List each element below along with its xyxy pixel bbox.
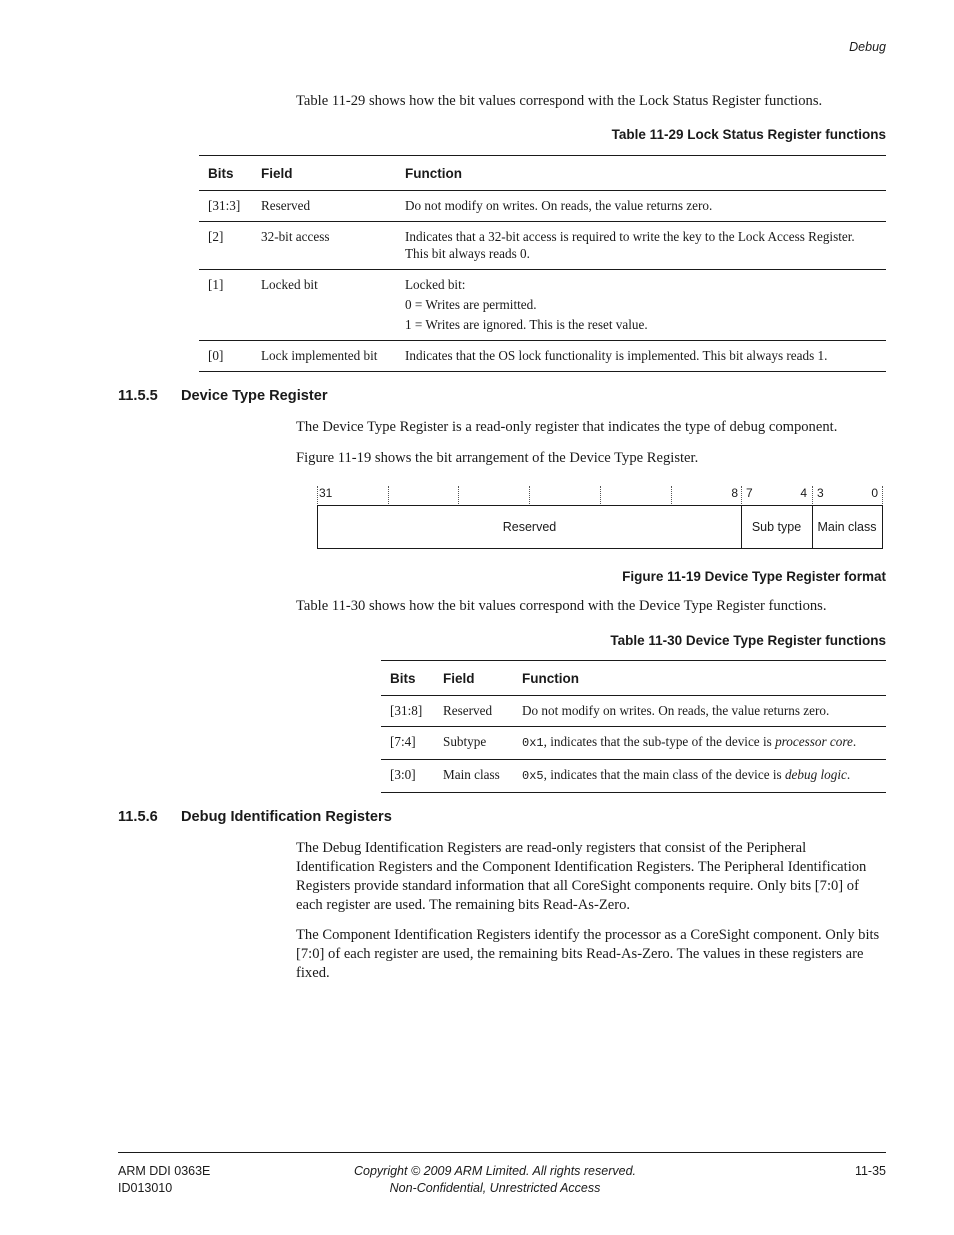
cell-function xyxy=(396,270,886,341)
footer-center xyxy=(300,1163,690,1197)
cell-field: Lock implemented bit xyxy=(252,341,396,372)
bit-tick xyxy=(882,486,883,504)
table-30-caption: Table 11-30 Device Type Register functions xyxy=(610,633,886,648)
bit-tick xyxy=(317,486,318,504)
cell-field: Locked bit xyxy=(252,270,396,341)
cell-function xyxy=(396,222,886,270)
cell-bits: [7:4] xyxy=(381,727,434,760)
function-line: Do not modify on writes. On reads, the value returns zero. xyxy=(405,198,713,213)
bit-tick xyxy=(671,486,672,504)
table-header-row xyxy=(199,156,886,191)
field-sub-type: Sub type xyxy=(741,505,813,549)
function-text: , indicates that the main class of the device is xyxy=(543,767,785,782)
doc-id: ARM DDI 0363E xyxy=(118,1164,211,1178)
function-text-end: . xyxy=(846,767,851,782)
column-header-function: Function xyxy=(513,661,886,696)
table-row xyxy=(381,696,886,727)
column-header-bits: Bits xyxy=(381,661,434,696)
function-emphasis: processor core xyxy=(775,734,853,749)
page-number: 11-35 xyxy=(854,1164,886,1178)
bit-label-31: 31 xyxy=(319,486,333,500)
section-title: Debug Identification Registers xyxy=(181,809,392,825)
bit-label-8: 8 xyxy=(731,486,738,500)
footer-rule xyxy=(118,1152,886,1153)
access-notice: Non-Confidential, Unrestricted Access xyxy=(389,1181,601,1195)
footer-left xyxy=(118,1163,210,1197)
bit-tick xyxy=(458,486,459,504)
cell-field: Reserved xyxy=(434,696,513,727)
table-row xyxy=(381,760,886,793)
device-type-description: The Device Type Register is a read-only register that indicates the type of debug component. xyxy=(296,419,838,435)
bit-label-3: 3 xyxy=(817,486,824,500)
figure-19-intro: Figure 11-19 shows the bit arrangement of the Device Type Register. xyxy=(296,450,699,466)
table-row xyxy=(199,270,886,341)
cell-field: 32-bit access xyxy=(252,222,396,270)
device-type-register-diagram xyxy=(317,486,883,550)
column-header-field: Field xyxy=(434,661,513,696)
bit-label-0: 0 xyxy=(871,486,878,500)
cell-bits: [3:0] xyxy=(381,760,434,793)
cell-bits: [31:3] xyxy=(199,191,252,222)
release-id: ID013010 xyxy=(118,1181,173,1195)
table-29-intro: Table 11-29 shows how the bit values correspond with the Lock Status Register functions. xyxy=(296,93,823,109)
table-row xyxy=(199,222,886,270)
bit-tick xyxy=(388,486,389,504)
section-title: Device Type Register xyxy=(181,388,328,404)
cell-function xyxy=(396,191,886,222)
section-number: 11.5.6 xyxy=(118,809,158,825)
cell-field: Reserved xyxy=(252,191,396,222)
code-value: 0x5 xyxy=(522,769,544,783)
device-type-table xyxy=(381,660,886,793)
section-heading-11-5-5 xyxy=(118,388,328,404)
figure-19-caption: Figure 11-19 Device Type Register format xyxy=(622,569,886,584)
table-row xyxy=(381,727,886,760)
section-number: 11.5.5 xyxy=(118,388,158,404)
table-row xyxy=(199,191,886,222)
bit-tick xyxy=(600,486,601,504)
section-heading-11-5-6 xyxy=(118,809,392,825)
cell-field: Main class xyxy=(434,760,513,793)
bit-label-4: 4 xyxy=(800,486,807,500)
cell-function xyxy=(513,727,886,760)
field-main-class: Main class xyxy=(812,505,883,549)
lock-status-table xyxy=(199,155,886,372)
cell-field: Subtype xyxy=(434,727,513,760)
bit-tick xyxy=(529,486,530,504)
function-emphasis: debug logic xyxy=(784,767,847,782)
code-value: 0x1 xyxy=(522,736,544,750)
function-line: Indicates that a 32-bit access is required to write the key to the Lock Access Register. This bit always reads 0. xyxy=(405,229,855,261)
field-reserved: Reserved xyxy=(317,505,742,549)
cell-bits: [1] xyxy=(199,270,252,341)
running-header: Debug xyxy=(849,40,886,54)
table-29-caption: Table 11-29 Lock Status Register functions xyxy=(611,127,886,142)
column-header-bits: Bits xyxy=(199,156,252,191)
function-line: Locked bit: xyxy=(405,277,466,292)
bit-tick xyxy=(812,486,813,504)
cell-function: Do not modify on writes. On reads, the value returns zero. xyxy=(513,696,886,727)
column-header-field: Field xyxy=(252,156,396,191)
function-line: Indicates that the OS lock functionality is implemented. This bit always reads 1. xyxy=(405,348,828,363)
bit-tick xyxy=(741,486,742,504)
function-text: , indicates that the sub-type of the device is xyxy=(543,734,776,749)
function-line: 1 = Writes are ignored. This is the reset value. xyxy=(405,317,648,332)
cell-function xyxy=(513,760,886,793)
cell-bits: [31:8] xyxy=(381,696,434,727)
debug-id-paragraph-1: The Debug Identification Registers are read-only registers that consist of the Peripheral Identification Registers and the Component Identification Registers. The Peripheral Identification Registers provide standard information that all CoreSight components require. Only bits [7:0] of each register are used. The remaining bits Read-As-Zero. xyxy=(296,840,867,913)
bit-label-7: 7 xyxy=(746,486,753,500)
column-header-function: Function xyxy=(396,156,886,191)
function-text-end: . xyxy=(852,734,857,749)
debug-id-paragraph-2: The Component Identification Registers identify the processor as a CoreSight component. Only bits [7:0] of each register are used, the remaining bits Read-As-Zero. The values in these registers are fixed. xyxy=(296,927,880,981)
cell-function xyxy=(396,341,886,372)
cell-bits: [0] xyxy=(199,341,252,372)
table-30-intro: Table 11-30 shows how the bit values correspond with the Device Type Register functions. xyxy=(296,598,827,614)
cell-bits: [2] xyxy=(199,222,252,270)
copyright-notice: Copyright © 2009 ARM Limited. All rights reserved. xyxy=(353,1164,636,1178)
table-header-row xyxy=(381,661,886,696)
table-row xyxy=(199,341,886,372)
function-line: 0 = Writes are permitted. xyxy=(405,297,537,312)
